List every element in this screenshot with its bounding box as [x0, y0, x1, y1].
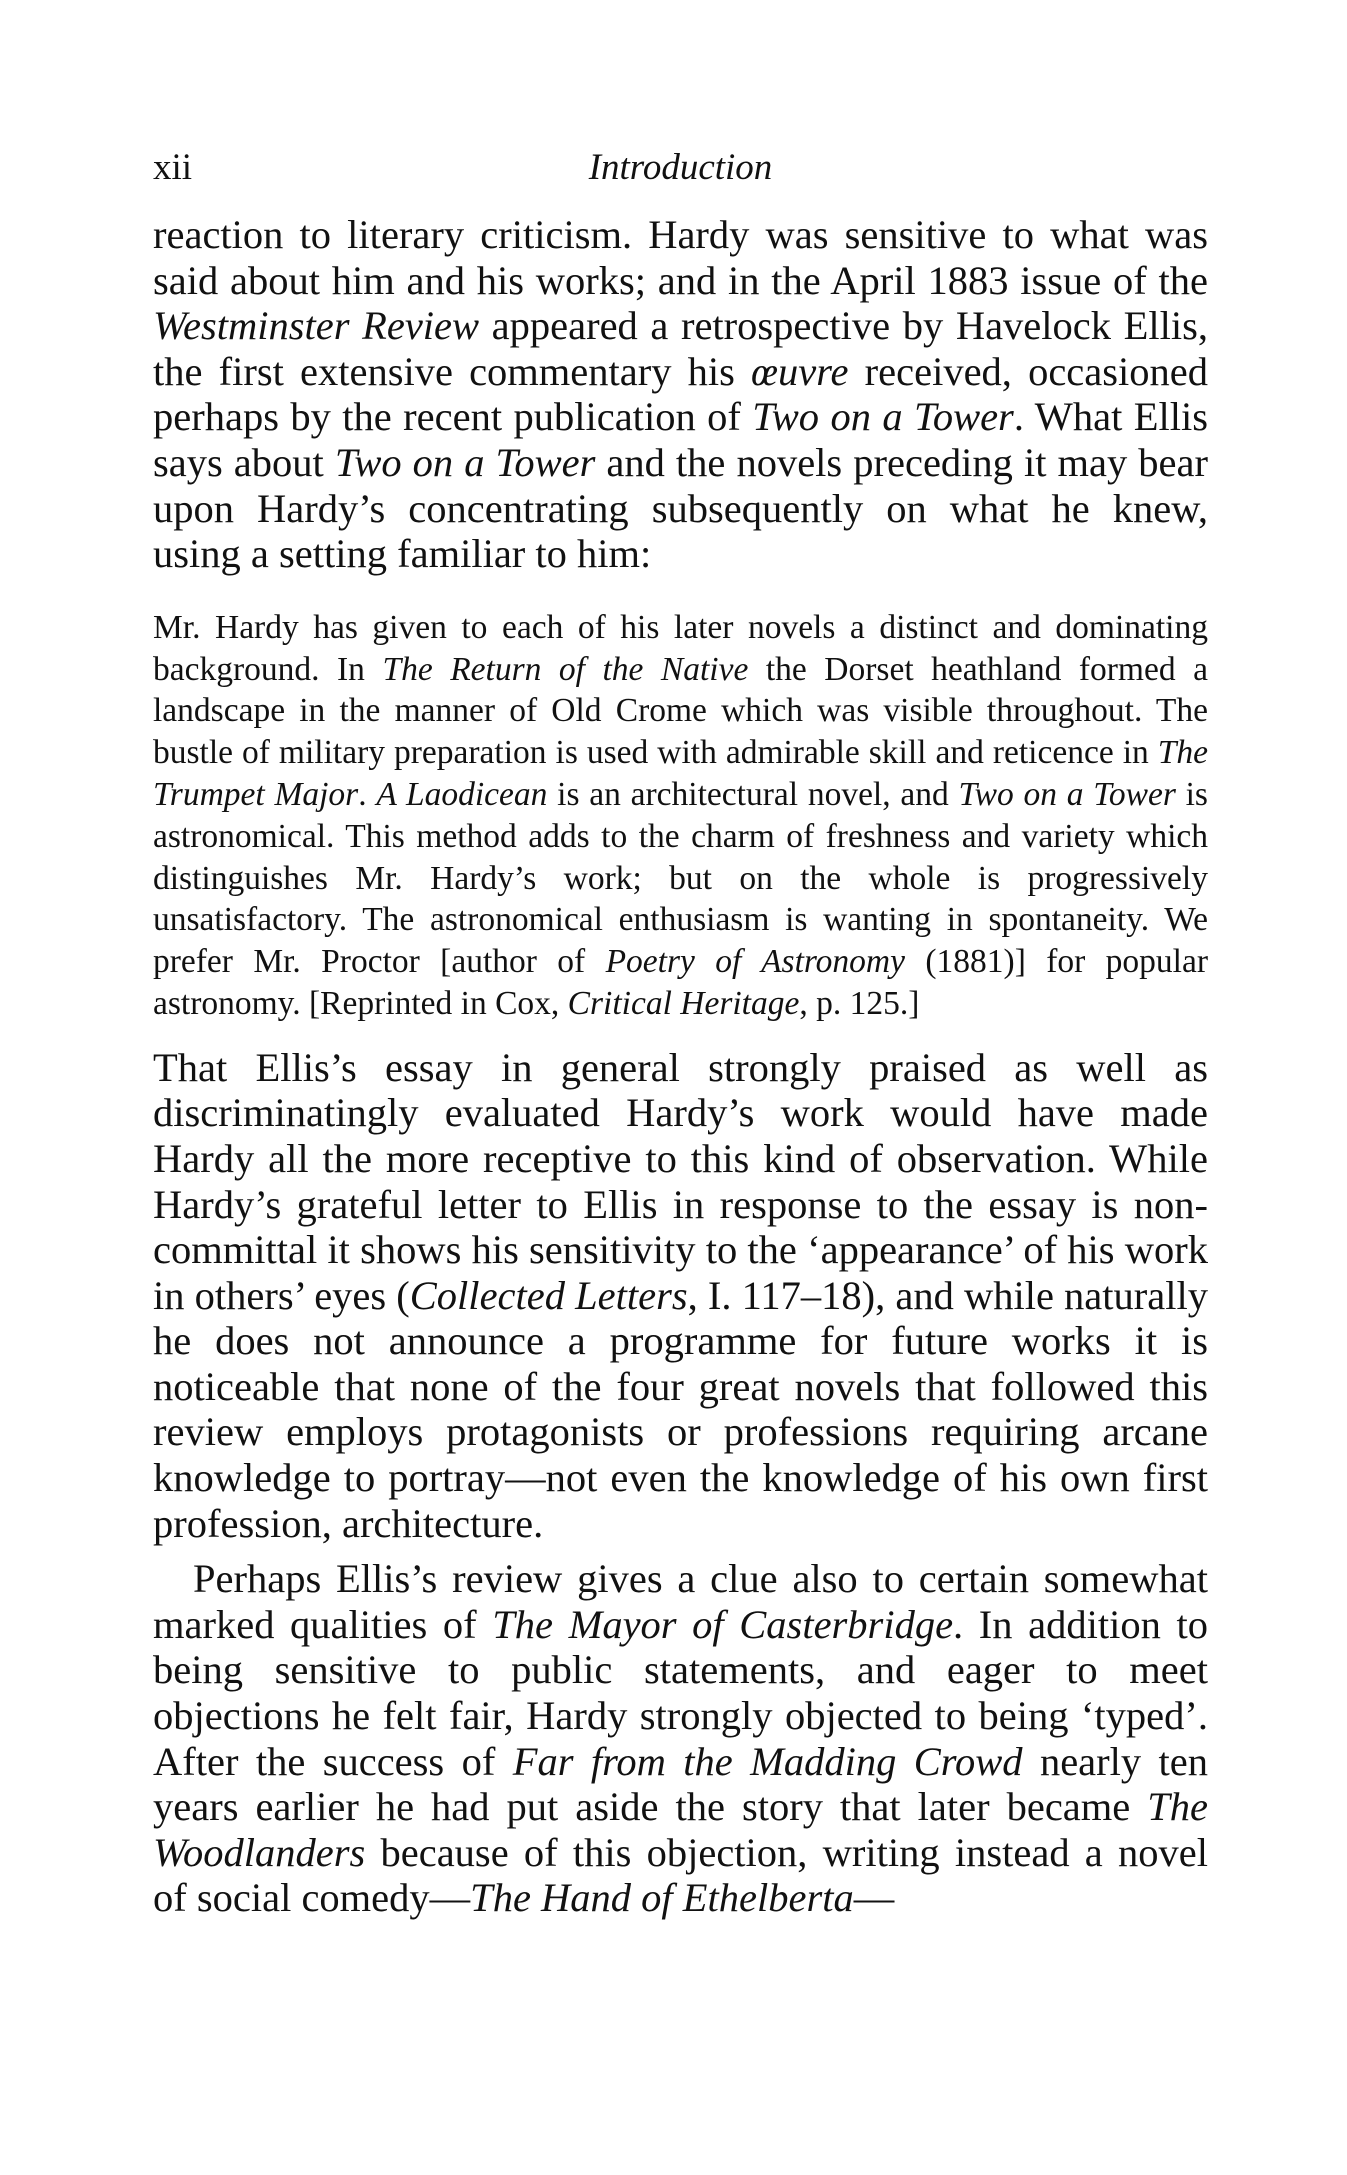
book-title: Critical Heritage — [567, 984, 800, 1022]
paragraph-3: Perhaps Ellis’s review gives a clue also to certain somewhat marked qualities of The Mayor of Casterbridge. In addition to being sensitive to public statements, and eager to meet objections he felt fair, Hardy strongly objected to being ‘typed’. After the success of Far from the Madding Crowd nearly ten years earlier he had put aside the story that later became The Woodlanders because of this objection, writing instead a novel of social comedy—The Hand of Ethelberta— — [153, 1556, 1209, 1921]
book-title: The Woodlanders — [153, 1784, 1208, 1875]
book-title: Two on a Tower — [958, 775, 1176, 813]
paragraph-2: That Ellis’s essay in general strongly praised as well as discriminatingly evaluated Hardy’s work would have made Hardy all the more receptive to this kind of observation. While Hardy’s grateful letter to Ellis in response to the essay is non-committal it shows his sensitivity to the ‘appearance’ of his work in others’ eyes (Collected Letters, I. 117–18), and while naturally he does not announce a programme for future works it is noticeable that none of the four great novels that followed this review employs protagonists or professions requiring arcane knowledge to portray—not even the knowledge of his own first profession, architecture. — [153, 1044, 1208, 1546]
foreign-term: œuvre — [751, 348, 849, 394]
journal-title: Westminster Review — [153, 303, 480, 349]
book-title: Two on a Tower — [752, 394, 1014, 440]
book-title: The Trumpet Major — [153, 734, 1208, 813]
book-title: A Laodicean — [376, 775, 548, 813]
block-quote: Mr. Hardy has given to each of his later novels a distinct and dominating background. In The Return of the Native the Dorset heathland formed a landscape in the manner of Old Crome which was visible throughout. The bustle of military preparation is used with admirable skill and reticence in The Trumpet Major. A Laodicean is an architectural novel, and Two on a Tower is astronomical. This method adds to the charm of freshness and variety which distinguishes Mr. Hardy’s work; but on the whole is progressively unsatisfactory. The astronomical enthusiasm is wanting in spontaneity. We prefer Mr. Proctor [author of Poetry of Astronomy (1881)] for popular astronomy. [Reprinted in Cox, Critical Heritage, p. 125.] — [153, 608, 1208, 1022]
book-title: Far from the Madding Crowd — [512, 1738, 1023, 1784]
page-number: xii — [153, 147, 193, 188]
running-title: Introduction — [588, 147, 773, 188]
book-title: Two on a Tower — [334, 439, 596, 485]
running-head — [153, 140, 1208, 200]
book-title: The Mayor of Casterbridge — [492, 1601, 954, 1647]
paragraph-1: reaction to literary criticism. Hardy was sensitive to what was said about him and his works; and in the April 1883 issue of the Westminster Review appeared a retrospective by Havelock Ellis, the first extensive commentary his œuvre received, occasioned perhaps by the recent publication of Two on a Tower. What Ellis says about Two on a Tower and the novels preceding it may bear upon Hardy’s concentrating subsequently on what he knew, using a setting familiar to him: — [153, 212, 1209, 577]
book-title: Collected Letters — [409, 1272, 688, 1318]
book-page — [153, 140, 1208, 1921]
book-title: Poetry of Astronomy — [605, 943, 905, 981]
book-title: The Return of the Native — [382, 650, 749, 688]
book-title: The Hand of Ethelberta — [470, 1875, 854, 1921]
